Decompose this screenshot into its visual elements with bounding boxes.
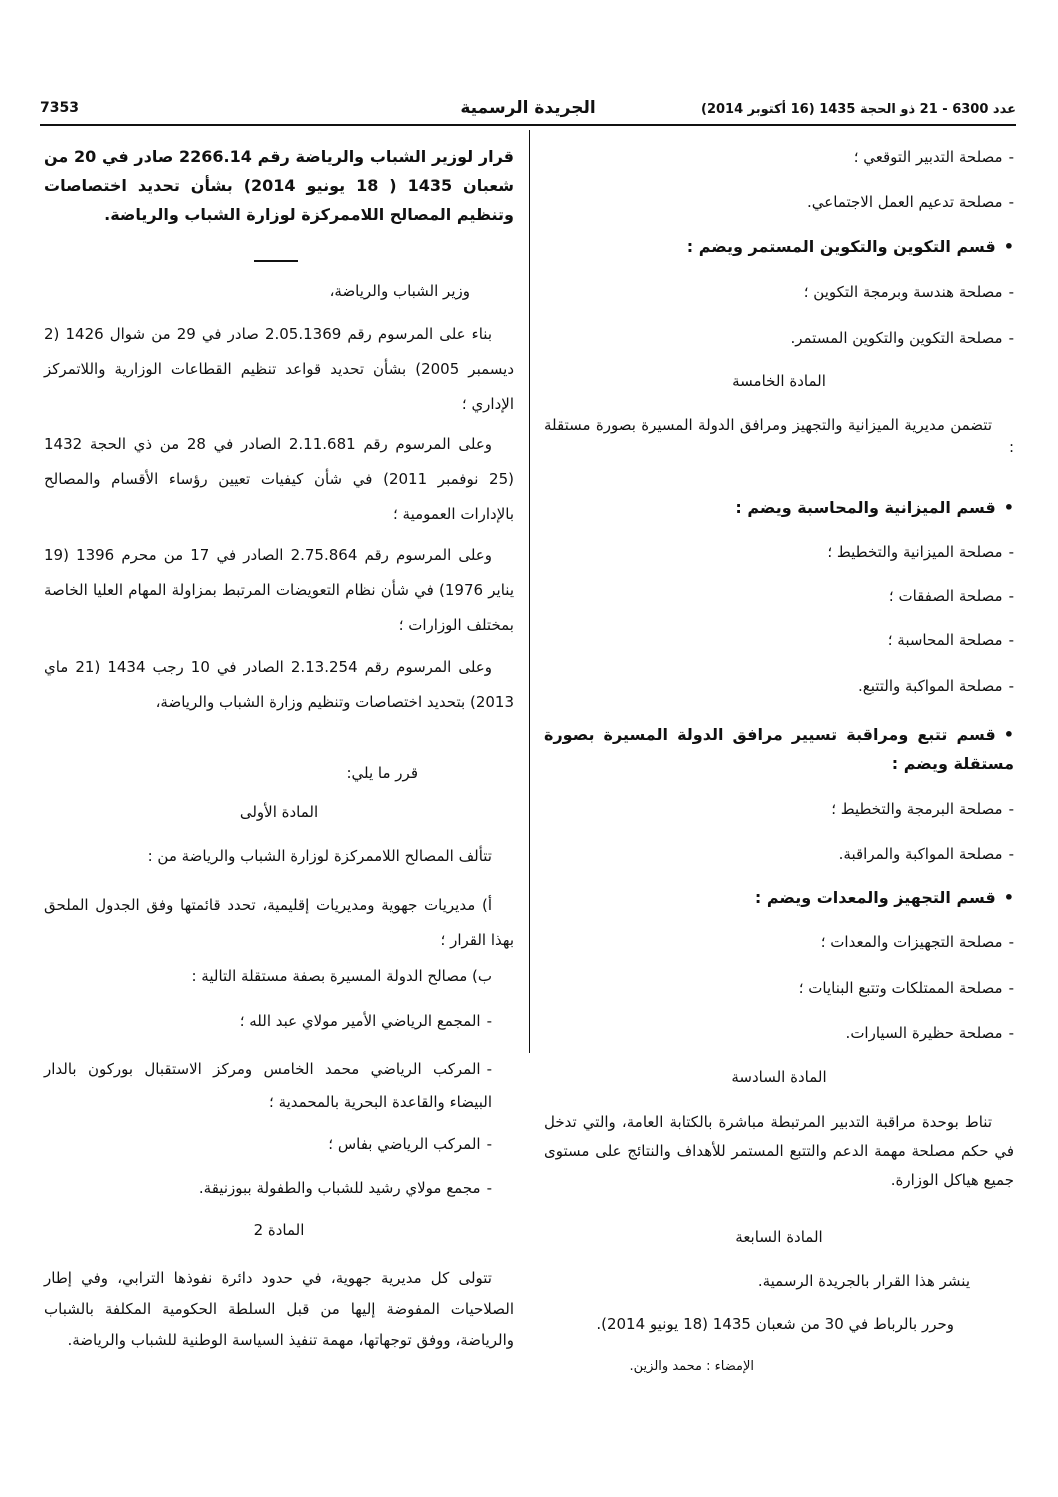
gazette-title: الجريدة الرسمية	[460, 98, 596, 118]
section-heading: •قسم التجهيز والمعدات ويضم :	[754, 888, 1014, 907]
article-heading: المادة الخامسة	[732, 372, 826, 390]
list-item: -المركب الرياضي محمد الخامس ومركز الاستقبال بوركون بالدار البيضاء والقاعدة البحرية بالمحمدية ؛	[44, 1060, 492, 1111]
list-item: -مصلحة التدبير التوقعي ؛	[853, 148, 1014, 166]
paragraph: وعلى المرسوم رقم 2.13.254 الصادر في 10 رجب 1434 (21 ماي 2013) بتحديد اختصاصات وتنظيم وزارة الشباب والرياضة،	[44, 658, 514, 711]
article-heading: المادة 2	[253, 1221, 305, 1239]
page-number: 7353	[40, 100, 79, 116]
list-item: -مصلحة حظيرة السيارات.	[845, 1024, 1014, 1042]
section-heading: •قسم الميزانية والمحاسبة ويضم :	[735, 498, 1014, 517]
issue-info: عدد 6300 - 21 ذو الحجة 1435 (16 أكتوبر 2014)	[700, 102, 1016, 117]
paragraph: تتضمن مديرية الميزانية والتجهيز ومرافق الدولة المسيرة بصورة مستقلة :	[544, 416, 1014, 456]
list-item: -مصلحة البرمجة والتخطيط ؛	[831, 800, 1014, 818]
paragraph: ينشر هذا القرار بالجريدة الرسمية.	[757, 1272, 970, 1290]
title-underline	[254, 260, 298, 262]
paragraph: وعلى المرسوم رقم 2.11.681 الصادر في 28 من ذي الحجة 1432 (25 نوفمبر 2011) في شأن كيفيات تعيين رؤساء الأقسام والمصالح بالإدارات العمومية ؛	[44, 435, 514, 523]
list-item: -مصلحة تدعيم العمل الاجتماعي.	[807, 193, 1014, 211]
section-heading: •قسم تتبع ومراقبة تسيير مرافق الدولة المسيرة بصورة مستقلة ويضم :	[544, 725, 1014, 773]
list-item: -مصلحة هندسة وبرمجة التكوين ؛	[803, 283, 1014, 301]
list-item: -مصلحة التجهيزات والمعدات ؛	[820, 933, 1014, 951]
header-divider	[40, 124, 1016, 126]
paragraph: وعلى المرسوم رقم 2.75.864 الصادر في 17 من محرم 1396 (19 يناير 1976) في شأن نظام التعويضات المرتبط بمزاولة المهام العليا الخاصة بمختلف الوزارات ؛	[44, 546, 515, 634]
article-heading: المادة الأولى	[239, 803, 319, 821]
list-item: -مصلحة المحاسبة ؛	[887, 631, 1014, 649]
signature: الإمضاء : محمد والزين.	[629, 1359, 754, 1374]
paragraph: تتألف المصالح اللاممركزة لوزارة الشباب والرياضة من :	[147, 847, 492, 865]
page-header	[40, 98, 1016, 124]
list-item: -مصلحة المواكبة والتتبع.	[857, 677, 1014, 695]
paragraph: تتولى كل مديرية جهوية، في حدود دائرة نفوذها الترابي، وفي إطار الصلاحيات المفوضة إليها من قبل السلطة الحكومية المكلفة بالشباب والرياضة، ووفق توجهاتها، مهمة تنفيذ السياسة الوطنية للشباب والرياضة.	[44, 1269, 514, 1349]
list-item: -مصلحة الصفقات ؛	[888, 587, 1014, 605]
paragraph: بناء على المرسوم رقم 2.05.1369 صادر في 29 من شوال 1426 (2 ديسمبر 2005) بشأن تحديد قواعد تنظيم القطاعات الوزارية واللاتمركز الإداري ؛	[44, 325, 515, 413]
list-item: -المركب الرياضي بفاس ؛	[328, 1135, 492, 1153]
section-heading: •قسم التكوين والتكوين المستمر ويضم :	[686, 237, 1014, 256]
list-item: -مصلحة المواكبة والمراقبة.	[838, 845, 1014, 863]
list-item: -مصلحة الممتلكات وتتبع البنايات ؛	[798, 979, 1014, 997]
list-item: -مجمع مولاي رشيد للشباب والطفولة ببوزنيقة.	[198, 1179, 492, 1197]
signature-date: وحرر بالرباط في 30 من شعبان 1435 (18 يونيو 2014).	[596, 1315, 954, 1333]
decree-title: قرار لوزير الشباب والرياضة رقم 2266.14 صادر في 20 من شعبان 1435 ( 18 يونيو 2014) بشأن تحديد اختصاصات وتنظيم المصالح اللاممركزة لوزارة الشباب والرياضة.	[44, 147, 515, 224]
list-item: -مصلحة التكوين والتكوين المستمر.	[790, 329, 1014, 347]
paragraph: تناط بوحدة مراقبة التدبير المرتبطة مباشرة بالكتابة العامة، والتي تدخل في حكم مصلحة مهمة الدعم والتتبع المستمر للأهداف والنتائج على مستوى جميع هياكل الوزارة.	[544, 1113, 1014, 1189]
article-heading: المادة السادسة	[731, 1068, 827, 1086]
paragraph: أ) مديريات جهوية ومديريات إقليمية، تحدد قائمتها وفق الجدول الملحق بهذا القرار ؛	[44, 896, 514, 949]
paragraph: ب) مصالح الدولة المسيرة بصفة مستقلة التالية :	[191, 967, 492, 985]
decides-line: قرر ما يلي:	[346, 764, 418, 782]
list-item: -المجمع الرياضي الأمير مولاي عبد الله ؛	[239, 1012, 492, 1030]
article-heading: المادة السابعة	[735, 1228, 823, 1246]
column-divider	[529, 130, 530, 1053]
minister-line: وزير الشباب والرياضة،	[329, 282, 470, 300]
list-item: -مصلحة الميزانية والتخطيط ؛	[827, 543, 1014, 561]
